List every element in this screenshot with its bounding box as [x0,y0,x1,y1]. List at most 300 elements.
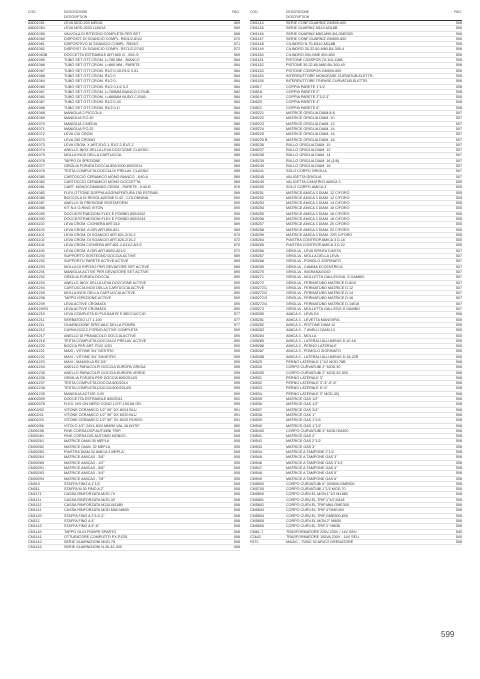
row-page: 505 [455,211,462,216]
row-code: A8001072 [28,132,45,137]
row-description: MATRICE AMICA 3 DIAM. 22 C/FORO [286,227,350,232]
row-description: MATRICE GAS 1/2" [286,397,319,402]
row-description: CART. MONOCOMANDO CEDIM - PARETE - K40-B [64,185,151,190]
row-page: 577 [233,317,240,322]
row-code: CM5253 [250,201,264,206]
row-page: 569 [233,190,240,195]
row-code: CM5269 [250,264,264,269]
row-code: CM1147 [250,36,264,41]
row-code: A8001081 [28,185,45,190]
row-page: 507 [455,307,462,312]
row-page: 505 [455,179,462,184]
row-code: A8001238 [28,386,45,391]
row-page: 506 [233,534,240,539]
header-description: DESCRIZIONE DESCRIPTION [286,10,310,19]
row-page: 508 [455,476,462,481]
row-code: A8001211 [28,317,45,322]
row-description: VITONE CERAMICO 1/2" 90° DX 8X24 BLU [64,407,137,412]
row-description: VALIGETTA C/MATRICI AMICA 3 [286,179,341,184]
row-code: CM5224 [250,126,264,131]
row-page: 585 [233,137,240,142]
row-page: 508 [455,397,462,402]
row-page: 506 [455,540,462,545]
row-code: CM5239 [250,158,264,163]
row-page: 590 [233,211,240,216]
row-code: CM1113 [28,508,42,513]
row-code: A8001061 [28,42,45,47]
row-code: A8001235 [28,370,45,375]
row-description: COPPIA PARETE 1"1/2 [286,84,325,89]
row-code: A8001065 [28,84,45,89]
row-code: A8001203 [28,280,45,285]
row-description: SOLO CORPO AMICA 3 [286,185,327,190]
row-code: CM541 [250,434,262,439]
row-page: 584 [233,68,240,73]
row-code: CM530 [250,365,262,370]
row-code: CM5241 [250,169,264,174]
row-description: INTERRUTTORE TRIFASE CURVATUB.ELETTR. [286,79,369,84]
row-page: 505 [455,354,462,359]
row-description: FLEX OTTONE DOPPIA AGGRAFFATURA 150 ESTRAB [64,190,158,195]
row-page: 506 [455,63,462,68]
row-page: 590 [233,206,240,211]
row-page: 584 [233,95,240,100]
row-code: A8001076 [28,158,45,163]
row-description: MATRICE GAS 2"1/2 [286,439,321,444]
row-description: CASSA RINFORZATA MOD.30 [64,497,115,502]
row-page: 505 [455,185,462,190]
row-code: CM5268 [250,259,264,264]
row-page: 584 [233,116,240,121]
row-description: AMICA 3 - MOLLA [286,333,317,338]
row-code: A8001070 [28,121,45,126]
row-code: A8001066 [28,63,45,68]
row-code: CM010 [28,481,40,486]
row-code: A8001218 [28,338,45,343]
row-code: CM5285 [250,338,264,343]
row-description: CURVA DOCC.FORNO ACTIVE COMPLETA [64,328,138,333]
row-code: CM1144 [250,21,264,25]
row-description: GRIGLIA - INGRANAGGIO [286,269,331,274]
row-code: A8001060 [28,95,45,100]
row-code: CM5237 [250,148,264,153]
row-code: A8001202 [28,275,45,280]
row-code: A8001102 [28,238,45,243]
row-code: CM545 [250,455,262,460]
row-page: 507 [455,269,462,274]
row-description: FINE CORSA DIS.AUTOMO MONOC. [64,434,127,439]
row-description: MATRICE A TAMPONE GAS 5" [286,471,338,476]
row-code: CM1153 [250,68,264,73]
row-page: 505 [455,317,462,322]
row-code: A8001073 [28,137,45,142]
row-description: MATRICE A TAMPONE GAS 6" [286,476,338,481]
row-description: RULLO GRIGLIA DIAM. 16 [286,164,331,169]
row-code: CM542 [250,439,262,444]
header-description: DESCRIZIONE DESCRIPTION [64,10,88,19]
row-code: CM1112 [28,503,42,508]
row-page: 569 [233,222,240,227]
row-description: GRIGLIA - LEVA SPINTA C/ASTA [286,248,341,253]
row-description: MATRICE GAS 3" [286,444,316,449]
row-page: 540 [455,529,462,534]
row-code: A8002076 [28,402,45,407]
row-description: LEVA CUI CROM. [64,132,94,137]
row-page: 506 [455,518,462,523]
row-page: 506 [233,545,240,550]
row-code: A8001068 [28,105,45,110]
row-description: VALIGETTA GRIGLIA [286,174,322,179]
row-description: RULLO GRIGLIA DIAM. 12 [286,148,331,153]
row-code: CM5258 [250,227,264,232]
row-code: CM011 [28,487,40,492]
row-code: CM1143 [28,524,42,529]
row-code: CM5283 [250,328,264,333]
row-code: CM5272/3 [250,296,268,301]
row-code: CM5272/1 [250,285,268,290]
row-code: A8001074 [28,148,45,153]
row-code: CM5270 [250,269,264,274]
row-code: CM1150 [250,52,264,57]
row-code: A8001234 [28,365,45,370]
row-code: F672 [250,540,259,545]
row-page: 590 [233,285,240,290]
row-description: TESTA COMPLETA DOCCIA 800/2014/5 [64,386,131,391]
row-page: 505 [233,428,240,433]
row-description: TUBO SET OTT.CROM. R1/2 0-1/2 0-2 [64,84,129,89]
row-description: AMICA 3 - LATERALI ALLUMINIO D.18-22R [286,354,359,359]
row-code: CM5805 [250,518,264,523]
row-description: OTTURATORE COMPLETO PX-P12B [64,534,127,539]
row-page: 506 [455,428,462,433]
row-code: CM5259 [250,232,264,237]
row-page: 507 [455,121,462,126]
row-page: 507 [455,264,462,269]
row-page: 572 [233,47,240,52]
row-code: CM5272 [250,280,264,285]
row-description: MATRICE GAS 1"1/2 [286,423,321,428]
row-page: 505 [455,338,462,343]
row-description: BOCCOLA DI REGOLAZIONE D.42 - COLONNINA [64,195,149,200]
row-code: CM1143 [28,545,42,550]
row-page: 505 [233,444,240,449]
row-code: A8001092 [28,216,45,221]
row-page: 508 [455,365,462,370]
row-page: 506 [455,47,462,52]
row-page: 569 [233,259,240,264]
row-code: CM5238 [250,153,264,158]
row-description: CASSA RINFORZATA MOD.M60-M80B [64,508,129,513]
row-description: MOLLA DI RIPOSO PER DEVIATORE SET ACTIVE [64,264,150,269]
row-page: 506 [233,518,240,523]
row-page: 507 [455,126,462,131]
row-description: LEVA MOD.200 MEDIA [64,21,103,25]
row-description: INTERRUTTORE MONOFASE CURVATUB.ELETTR. [286,73,374,78]
row-code: A8001073 [28,142,45,147]
row-code: CM547 [250,465,262,470]
row-page: 505 [233,460,240,465]
row-page: 506 [233,497,240,502]
row-page: 595 [233,370,240,375]
row-page: 508 [455,455,462,460]
row-description: MATRICE AMICA3 - 3/4" [64,471,105,476]
row-code: CM5287 [250,349,264,354]
row-description: ANELLO PARACOLPI DOCCIA EUROPA VERDE [64,370,146,375]
row-description: MANIGLIA ACTIVE PER DEVIATORE SET ACTIVE [64,269,149,274]
row-code: CM1148 [250,42,264,47]
row-description: VITOLO 1/2" 24X1-8/24 MM/50 VAL.16 ANTIF. [64,423,141,428]
row-code: CM5225 [250,132,264,137]
row-code: A8001105 [28,248,45,253]
row-page: 590 [233,328,240,333]
row-code: CM532 [250,381,262,386]
row-description: CARTOCCIO CERAMICO MONO DOCCETTA [64,179,141,184]
row-description: MATRICE GAS 1"1/4 [286,418,321,423]
row-description: DOCCE/STRAEZIONI FLEX E POMBO 800/2042 [64,211,146,216]
row-code: A8001205 [28,291,45,296]
row-description: MATRICE GRIGLIA DIAM.8-8 [286,111,335,116]
row-page: 506 [455,42,462,47]
row-page: 505 [233,481,240,486]
row-code: CM00261 [28,439,44,444]
row-description: MATRICE GRIGLIA DIAM. 10 [286,116,335,121]
row-page: 584 [233,79,240,84]
row-code: A8001237 [28,381,45,386]
row-description: STAFFA FINO A 4" [64,518,95,523]
row-description: LEVA CROM. X ART.R1/2 1-R1/2 2-R1/2 2 [64,142,134,147]
row-code: CM00262 [28,444,44,449]
row-code: CM533 [250,386,262,391]
row-description: KIT N.4 O-RING VITON [64,206,103,211]
row-page: 508 [455,100,462,105]
row-description: LEVA CROM. A GIR.ART.850-821 [64,227,120,232]
row-page: 577 [233,322,240,327]
row-code: A8001202 [28,259,45,264]
row-description: ANELLO INOX DELLA LEVA DOCCIONE CLASSIC [64,148,149,153]
row-code: CM5264 [250,238,264,243]
right-table-body [250,21,462,545]
row-description: PIASTRA CONTROP.AMICA 3 D.16 [286,238,345,243]
row-description: CARTUCCIA INOX DELLA CARTUCCIA ACTIVE [64,285,145,290]
row-page: 582 [233,89,240,94]
row-page: 508 [455,418,462,423]
row-description: ANELLO DI PRESIONE ROSTAFORM [64,201,128,206]
row-description: PERNO LATERALE 1"1/2 MOD.78B [286,360,346,364]
row-page: 508 [455,412,462,417]
row-description: MATRICE DIAM. 32 MEPLA [64,444,111,449]
row-description: BOCCA PER ART. R1/2 1/2D [64,344,112,349]
row-code: A8001056 [28,31,45,36]
row-description: PERNO LATERALE 3" MOD.30) [286,391,340,396]
row-page: 508 [455,439,462,444]
row-page: 505 [233,465,240,470]
row-code: A8001064 [28,79,45,84]
row-description: TUBO SET OTT.CROM. R1/2 0-30 [64,100,121,105]
row-description: MATRICE AMICA3 - 1/2" [64,460,105,465]
row-page: 508 [455,492,462,497]
row-page: 590 [233,195,240,200]
row-code: CM5223 [250,121,264,126]
row-page: 571 [233,42,240,47]
row-description: AMICA 3 - LEVETTA MANOVRA [286,317,340,322]
row-page: 506 [455,26,462,31]
row-page: 580 [233,121,240,126]
row-description: MATRICE AMICA 3 DIAM. 22R C/FORO [286,232,353,237]
row-code: A8001067 [28,89,45,94]
row-code: CM5700 [250,487,264,492]
row-code: A8001067 [28,68,45,73]
row-description: MAXI - VITONE 3/4" SINISTRO [64,354,116,359]
row-code: CM531 [250,375,262,380]
row-description: ANELLO INOX DELLA LEVA DOCCIONE ACTIVE [64,280,147,285]
row-page: 508 [455,450,462,455]
row-page: 506 [233,508,240,513]
row-page: 506 [455,508,462,513]
row-page: 505 [233,471,240,476]
row-description: MATRICE A TAMPONE 2"1/2 [286,450,334,455]
row-page: 505 [455,232,462,237]
row-page: 585 [233,169,240,174]
row-page: 508 [455,487,462,492]
row-code: A8002009 [28,397,45,402]
row-page: 595 [233,402,240,407]
row-page: 590 [233,296,240,301]
row-description: MANIGLIA 2 MEDIA [64,121,98,126]
row-description: TAPPO DI SPEZIONE [64,158,101,163]
row-description: CARTOCCIO CERAMICO MONO BIANCO - K40-A [64,174,149,179]
row-page: 577 [233,312,240,317]
row-code: CM5804 [250,513,264,518]
row-code: CM5271 [250,275,264,280]
row-description: MANIGLIA ACTIVE 3.00 [64,391,104,396]
row-code: CM521 [250,105,262,110]
row-code: CM549 [250,476,262,481]
row-page: 507 [455,285,462,290]
row-page: 507 [455,164,462,169]
row-code: A8001239 [28,391,45,396]
row-code: A8001209 [28,301,45,306]
row-page: 590 [233,344,240,349]
row-code: CM5254 [250,206,264,211]
row-page: 507 [455,142,462,147]
row-description: CORPO CURVATUBI 6" GM500-GME500 [286,481,355,486]
row-page: 505 [455,206,462,211]
row-description: TUBO SET OTT.CROM. R1/2 0-1/ [64,105,120,110]
row-page: 590 [233,333,240,338]
page-number: 599 [441,630,455,639]
row-code: A8001223 [28,360,45,364]
row-page: 507 [455,116,462,121]
row-page: 506 [455,481,462,486]
row-code: CM1111 [28,497,42,502]
row-code: CM1120 [28,513,42,518]
row-code: A8001102 [28,222,45,227]
row-code: CM1152 [250,63,264,68]
row-page: 569 [233,26,240,31]
row-page: 506 [455,36,462,41]
row-code: A8001236 [28,375,45,380]
row-description: TUBO SET OTT.CROM. R1/2 0 [64,73,116,78]
row-code: CM5272/2 [250,291,268,296]
row-description: MATRICE AMICA 3 DIAM. 12 C/FORO [286,195,350,200]
row-description: LEVA CROM. C/GHIERA ART.610 [64,222,120,227]
row-description: SERIE CONF.GUARNIZ.GM500-600 [286,36,347,41]
row-description: MATRICE AMICA3 - 5/8" [64,465,105,470]
row-page: 507 [455,174,462,179]
row-code: CM518 [250,89,262,94]
row-description: TUBO SET OTT.CROM. L=860MM-NUDO C.RUB. [64,95,147,100]
row-page: 508 [455,375,462,380]
row-code: A8001221 [28,349,45,354]
row-page: 506 [455,503,462,508]
row-page: 505 [455,222,462,227]
row-description: CILINDRO GM-GME 500-600 [286,52,335,57]
row-page: 580 [233,126,240,131]
header-pag: PAG. [454,10,462,14]
row-description: MATRICE A TAMPONE GAS 3"1/2 [286,460,343,465]
row-code: CM5245 [250,174,264,179]
row-page: 508 [455,105,462,110]
row-description: TUBO SET OTT.CROM. L=860 MM - PARETE [64,63,140,68]
row-code: CM5222 [250,116,264,121]
row-code: A8001212 [28,328,45,333]
row-code: A8001211 [28,322,45,327]
row-code: CM536 [250,402,262,407]
row-page: 506 [455,497,462,502]
row-page: 507 [455,248,462,253]
row-description: TESTA COMPLETA DOCCIA 800/2014 [64,381,128,386]
row-code: CM5803 [250,508,264,513]
row-page: 590 [233,275,240,280]
row-description: CILINDRO 30-32-50-M80-B4-300-4 [286,47,345,52]
row-page: 585 [233,164,240,169]
row-description: CORPO CURV.EL.TRIF.1"1/2 M118 [286,497,345,502]
row-code: A8001077 [28,164,45,169]
row-page: 590 [233,391,240,396]
row-description: SERIE GUARNIZ.M80-M90-B4-GME300 [286,31,353,36]
row-description: PISTONE C/DISPOS.70-110-118B [286,58,343,63]
header-pag: PAG. [232,10,240,14]
row-code: CM538 [250,412,262,417]
row-description: MANIGLIA P.O.30 [64,116,94,121]
row-page: 590 [233,201,240,206]
row-description: VALVOLA DI RITEGNO COMPLETA PER SET [64,31,141,36]
row-page: 569 [233,21,240,25]
row-page: 508 [455,370,462,375]
row-page: 506 [455,31,462,36]
row-code: CM00263 [28,450,44,455]
row-page: 591 [233,418,240,423]
row-code: CM5256 [250,216,264,221]
row-description: MATRICE A TAMPONE GAS 4" [286,465,338,470]
row-code: A8001090 [28,211,45,216]
row-page: 508 [455,84,462,89]
row-page: 506 [233,513,240,518]
row-code: CM5281 [250,317,264,322]
row-code: A8001085 [28,195,45,200]
row-page: 590 [233,301,240,306]
row-description: TRASFORMATORE 100VA 230V - 14V SEU [286,534,359,539]
row-description: GRIGLIA - POMOLO ZIGRINATO [286,259,341,264]
row-page: 507 [455,137,462,142]
row-description: TESTA COMPLETA DOCCIA DI PRELAV. ACTIVE [64,338,147,343]
row-code: CM546 [250,460,262,465]
row-description: CASSA RINFORZATA MOD.70 [64,492,115,497]
row-page: 590 [233,349,240,354]
row-page: 505 [233,487,240,492]
row-code: CM5251 [250,190,264,195]
row-page: 505 [455,322,462,327]
